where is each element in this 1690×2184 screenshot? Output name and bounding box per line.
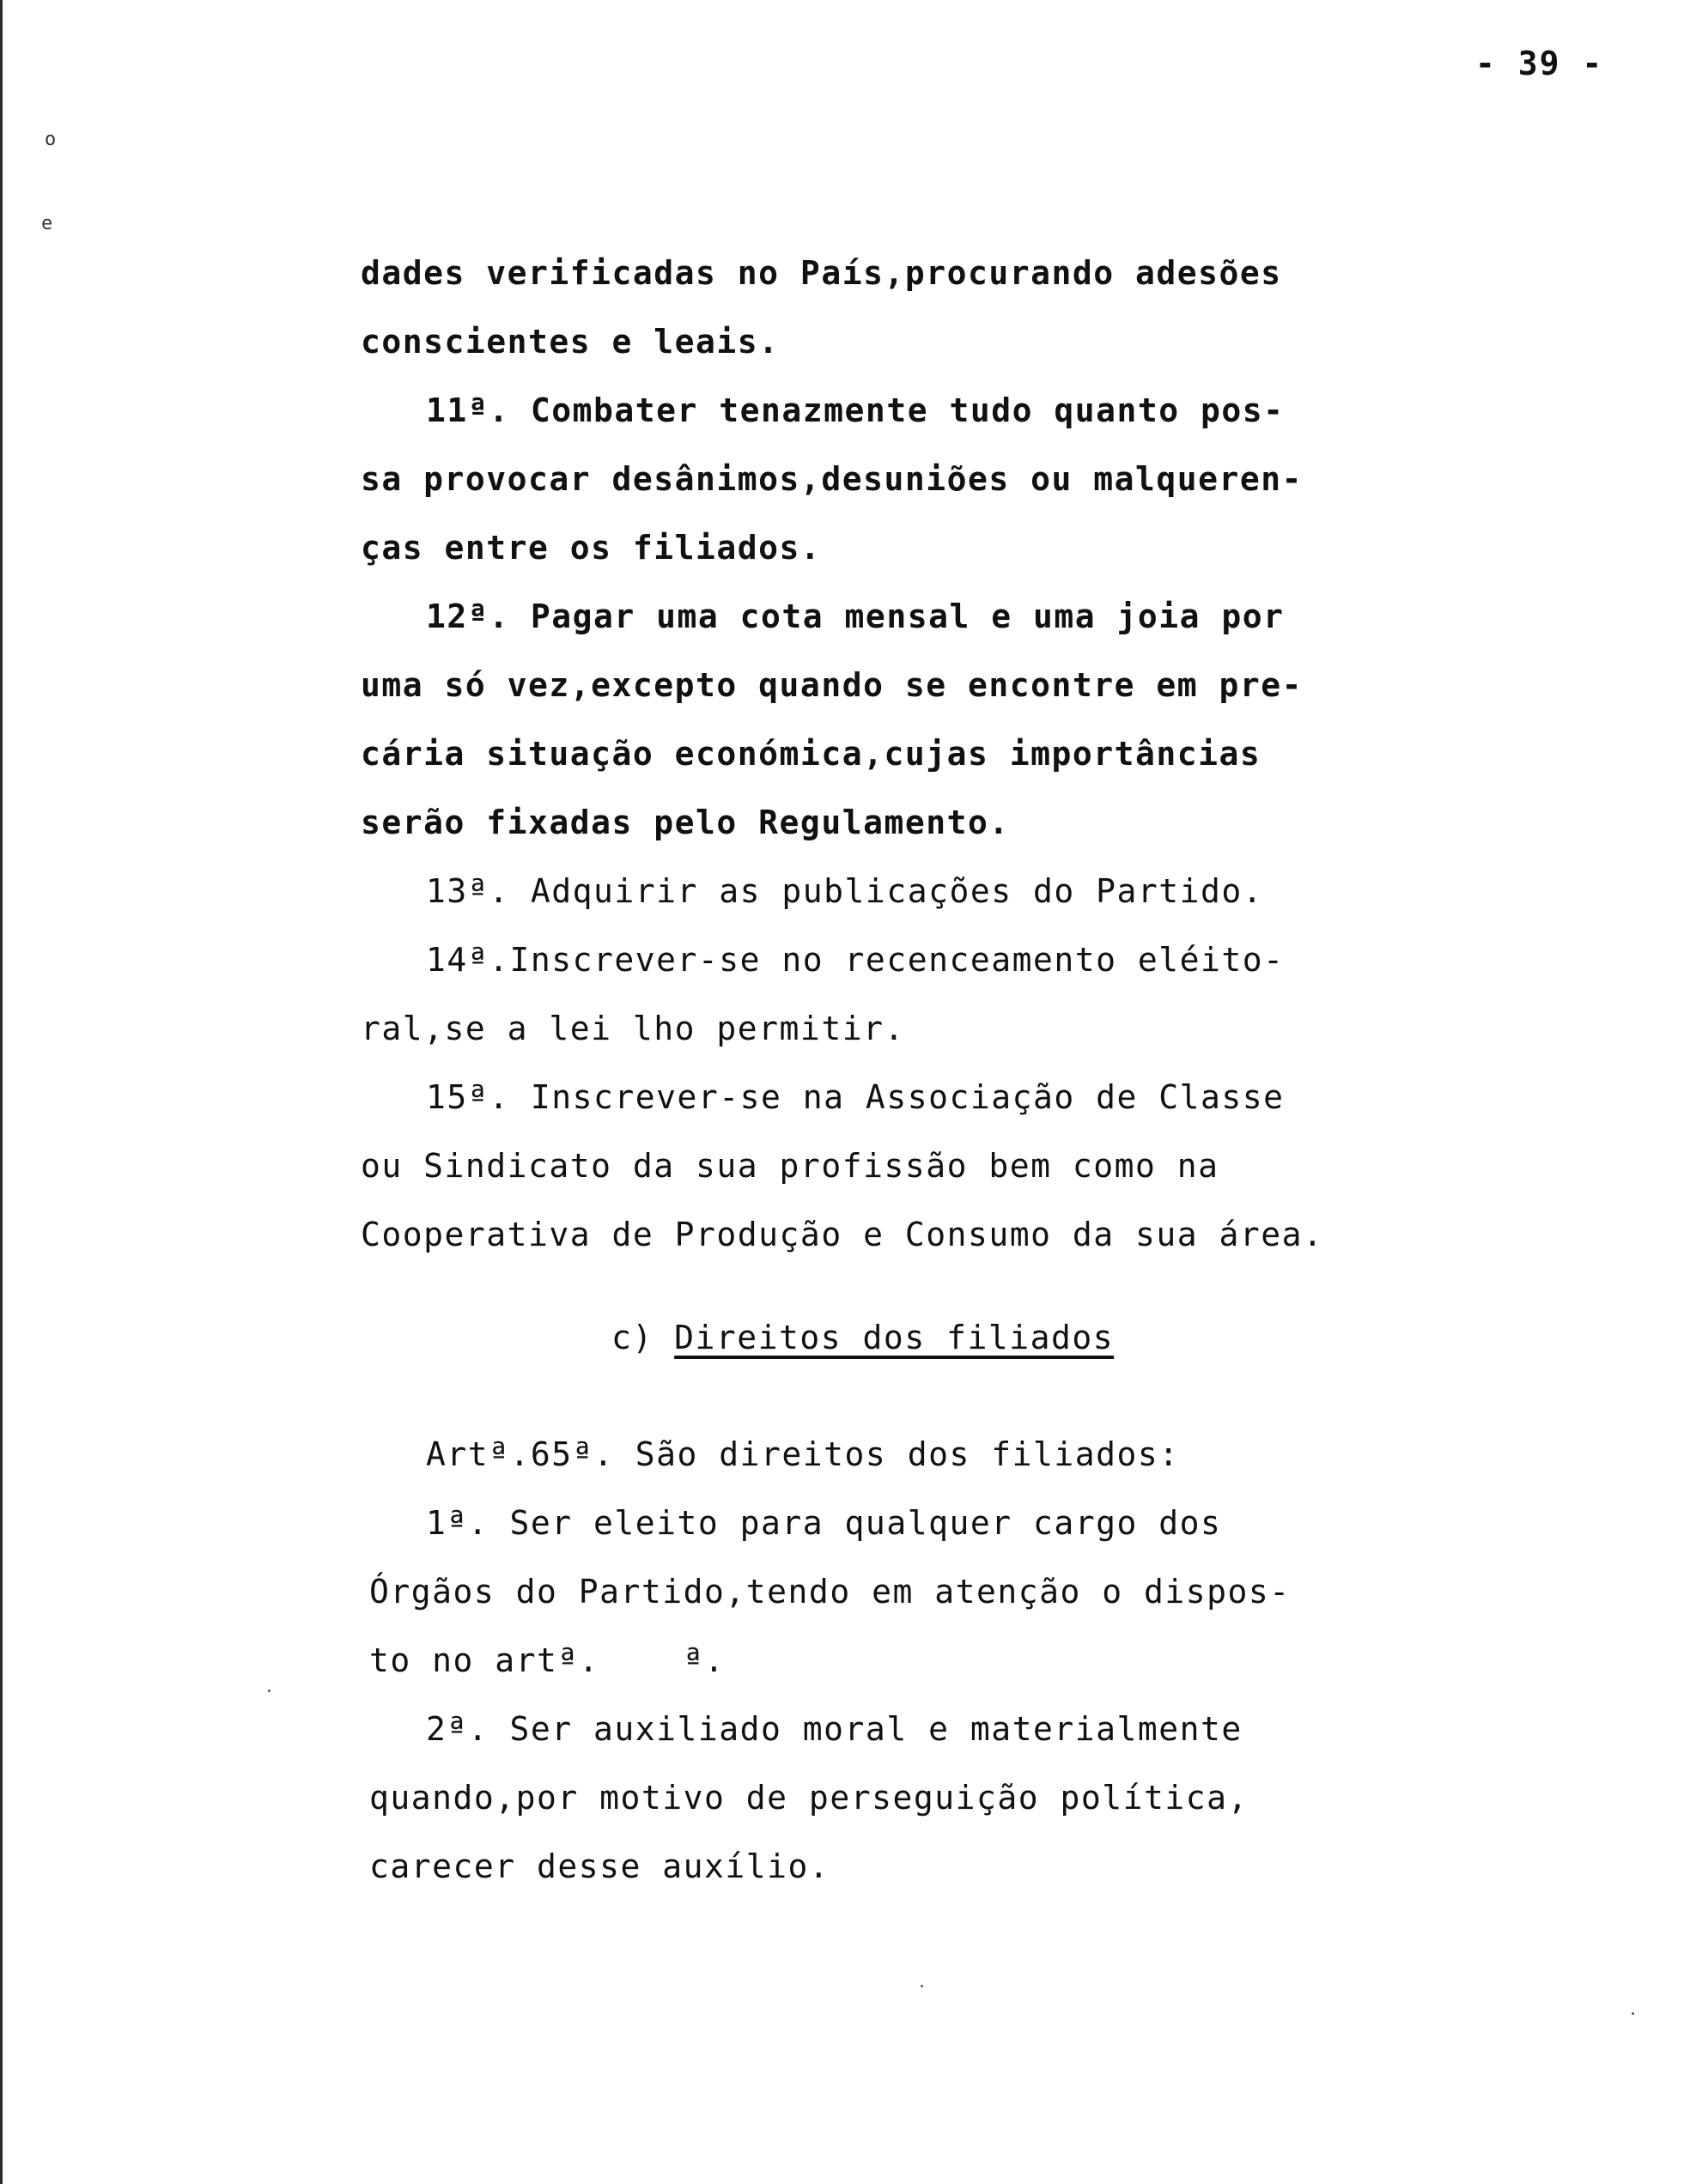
duty-item-15: 15ª. Inscrever-se na Associação de Classe xyxy=(426,1078,1285,1116)
text-line: ou Sindicato da sua profissão bem como na xyxy=(361,1147,1219,1185)
text-line: Cooperativa de Produção e Consumo da sua área. xyxy=(361,1216,1324,1253)
duty-item-13: 13ª. Adquirir as publicações do Partido. xyxy=(426,872,1264,910)
scan-speck xyxy=(268,1690,271,1692)
section-heading xyxy=(611,1319,1114,1356)
text-line: serão fixadas pelo Regulamento. xyxy=(361,804,1010,841)
article-heading: Artª.65ª. São direitos dos filiados: xyxy=(426,1435,1180,1473)
scan-speck xyxy=(921,1985,923,1987)
text-line: sa provocar desânimos,desuniões ou malqueren- xyxy=(361,460,1304,498)
right-item-1: 1ª. Ser eleito para qualquer cargo dos xyxy=(426,1504,1222,1542)
duty-item-12: 12ª. Pagar uma cota mensal e uma joia por xyxy=(426,598,1285,635)
duty-item-14: 14ª.Inscrever-se no recenceamento eléito- xyxy=(426,941,1285,979)
text-line: to no artª. ª. xyxy=(369,1641,726,1679)
text-line: ças entre os filiados. xyxy=(361,529,822,567)
duty-item-11: 11ª. Combater tenazmente tudo quanto pos- xyxy=(426,391,1285,429)
margin-mark-2: e xyxy=(41,213,53,234)
scan-speck xyxy=(1632,2012,1634,2015)
scan-left-edge xyxy=(0,0,3,2184)
right-item-2: 2ª. Ser auxiliado moral e materialmente xyxy=(426,1710,1243,1748)
page-number: - 39 - xyxy=(1475,45,1604,82)
text-line: conscientes e leais. xyxy=(361,323,780,361)
section-letter: c) xyxy=(611,1319,654,1356)
text-line: carecer desse auxílio. xyxy=(369,1847,830,1885)
text-line: ral,se a lei lho permitir. xyxy=(361,1010,905,1047)
text-line: dades verificadas no País,procurando adesões xyxy=(361,254,1282,292)
text-line: Órgãos do Partido,tendo em atenção o dispos- xyxy=(369,1573,1291,1611)
text-line: cária situação económica,cujas importâncias xyxy=(361,735,1261,773)
section-title: Direitos dos filiados xyxy=(674,1319,1115,1356)
text-line: quando,por motivo de perseguição política, xyxy=(369,1779,1249,1817)
text-line: uma só vez,excepto quando se encontre em pre- xyxy=(361,666,1304,704)
margin-mark-1: o xyxy=(45,129,57,150)
